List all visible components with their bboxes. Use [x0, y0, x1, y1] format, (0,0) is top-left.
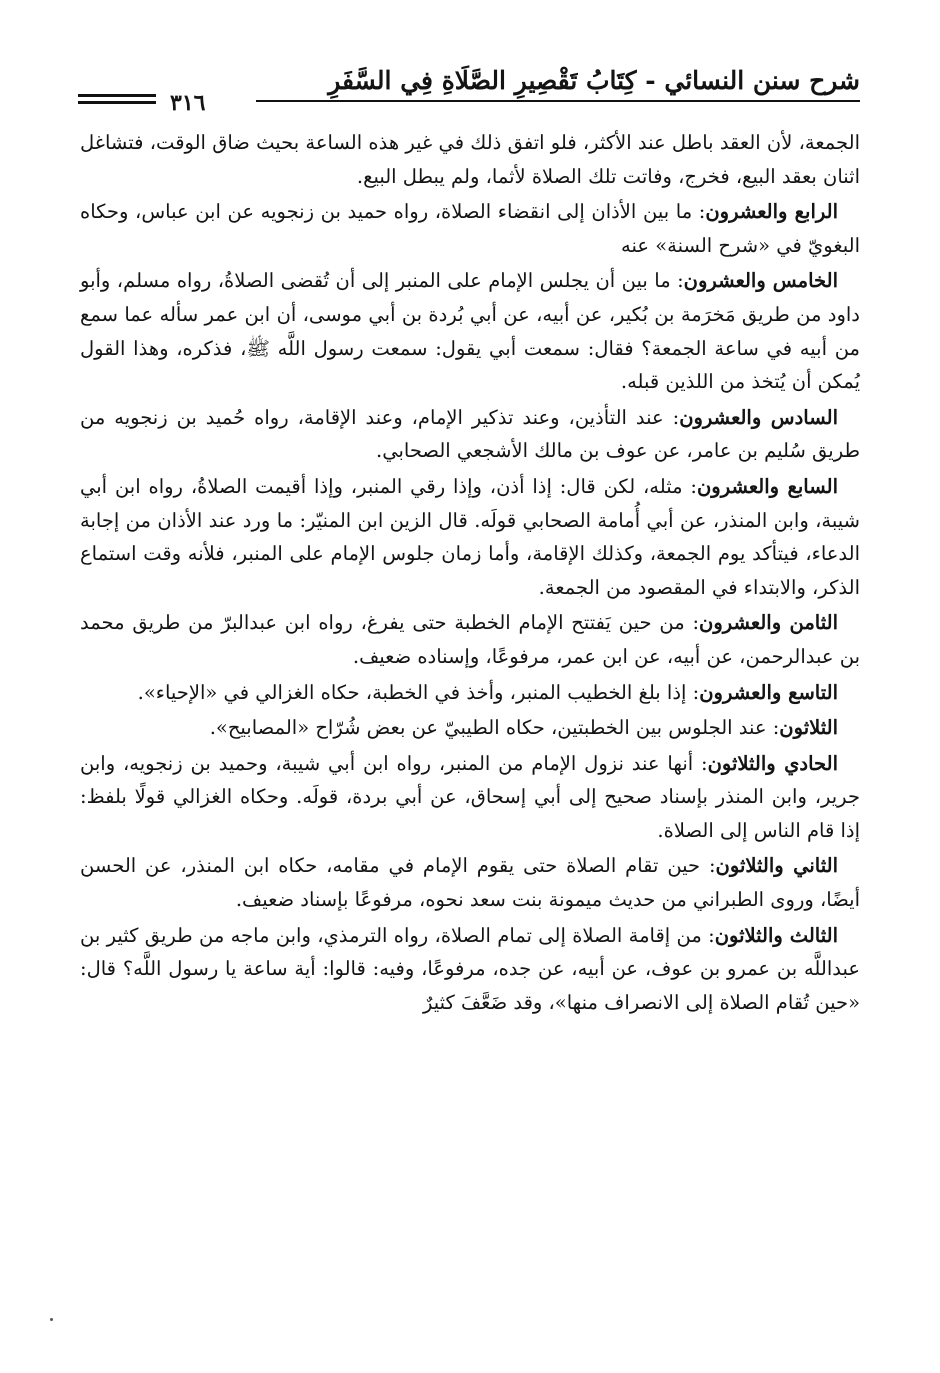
- paragraph-label: الثلاثون: [779, 716, 838, 740]
- page-number: ٣١٦: [170, 90, 206, 116]
- paragraph: [80, 264, 860, 398]
- paragraph-text: : من حين يَفتتح الإمام الخطبة حتى يفرغ، رواه ابن عبدالبرّ من طريق محمد بن عبدالرحمن، عن أبيه، عن ابن عمر، مرفوعًا، وإسناده ضعيف.: [80, 611, 860, 668]
- paragraph-label: الثامن والعشرون: [699, 611, 838, 635]
- paragraph-text: : عند التأذين، وعند تذكير الإمام، وعند الإقامة، رواه حُميد بن زنجويه من طريق سُليم بن عامر، عن عوف بن مالك الأشجعي الصحابي.: [80, 405, 860, 463]
- paragraph-label: الثاني والثلاثون: [715, 854, 838, 878]
- running-title: شرح سنن النسائي - كِتَابُ تَقْصِيرِ الصَّلَاةِ فِي السَّفَرِ: [328, 66, 860, 95]
- paragraph-text: الجمعة، لأن العقد باطل عند الأكثر، فلو اتفق ذلك في غير هذه الساعة بحيث ضاق الوقت، فتشاغل اثنان بعقد البيع، فخرج، وفاتت تلك الصلاة لأثما، ولم يبطل البيع.: [80, 131, 860, 188]
- paragraph-text: : من إقامة الصلاة إلى تمام الصلاة، رواه الترمذي، وابن ماجه من طريق كثير بن عبداللَّه بن عمرو بن عوف، عن أبيه، عن جده، مرفوعًا، وفيه: قالوا: أية ساعة يا رسول اللَّه؟ قال: «حين تُقام الصلاة إلى الانصراف منها»، وقد ضَعَّفَ كثيرٌ: [80, 923, 860, 1014]
- paragraph-text: : إذا بلغ الخطيب المنبر، وأخذ في الخطبة، حكاه الغزالي في «الإحياء».: [137, 680, 700, 704]
- paragraph-label: السادس والعشرون: [679, 405, 838, 429]
- paragraph: [80, 676, 860, 710]
- paragraph-text: : حين تقام الصلاة حتى يقوم الإمام في مقامه، حكاه ابن المنذر، عن الحسن أيضًا، وروى الطبراني من حديث ميمونة بنت سعد نحوه، مرفوعًا بإسناد ضعيف.: [80, 854, 860, 912]
- paragraph: [80, 126, 860, 193]
- paragraph-text: : ما بين الأذان إلى انقضاء الصلاة، رواه حميد بن زنجويه عن ابن عباس، وحكاه البغويّ في «شرح السنة» عنه: [80, 200, 860, 257]
- margin-dot: [50, 1318, 53, 1321]
- paragraph: [80, 747, 860, 848]
- paragraph-label: السابع والعشرون: [696, 474, 838, 498]
- paragraph: [80, 401, 860, 468]
- paragraph-text: : عند الجلوس بين الخطبتين، حكاه الطيبيّ عن بعض شُرّاح «المصابيح».: [209, 716, 780, 740]
- paragraph-label: الرابع والعشرون: [705, 200, 838, 224]
- paragraph-label: الثالث والثلاثون: [714, 923, 838, 947]
- paragraph: [80, 919, 860, 1020]
- paragraph-text: : مثله، لكن قال: إذا أذن، وإذا رقي المنبر، وإذا أقيمت الصلاةُ، رواه ابن أبي شيبة، وابن المنذر، عن أبي أُمامة الصحابي قولَه. قال الزين ابن المنيّر: ما ورد عند الأذان من إجابة الدعاء، فيتأكد يوم الجمعة، وكذلك الإقامة، وأما زمان جلوس الإمام على المنبر، فلأنه وقت استماع الذكر، والابتداء في المقصود من الجمعة.: [80, 474, 860, 599]
- paragraph-label: الحادي والثلاثون: [707, 751, 838, 775]
- page-header: [78, 64, 860, 116]
- paragraph: [80, 849, 860, 916]
- body-text: [80, 126, 860, 1021]
- paragraph: [80, 606, 860, 673]
- paragraph: [80, 470, 860, 604]
- paragraph-label: الخامس والعشرون: [683, 269, 838, 293]
- paragraph-text: : ما بين أن يجلس الإمام على المنبر إلى أن تُقضى الصلاةُ، رواه مسلم، وأبو داود من طريق مَخرَمة بن بُكير، عن أبيه، عن أبي بُردة بن أبي موسى، أن ابن عمر سأله عما سمع من أبيه في ساعة الجمعة؟ فقال: سمعت أبي يقول: سمعت رسول اللَّه ﷺ، فذكره، وهذا القول يُمكن أن يُتخذ من اللذين قبله.: [80, 269, 860, 394]
- paragraph: [80, 195, 860, 262]
- header-double-rule: [78, 94, 156, 104]
- paragraph: [80, 711, 860, 745]
- paragraph-label: التاسع والعشرون: [699, 680, 838, 704]
- header-rule: [256, 100, 860, 102]
- paragraph-text: : أنها عند نزول الإمام من المنبر، رواه ابن أبي شيبة، وحميد بن زنجويه، وابن جرير، وابن المنذر بإسناد صحيح إلى أبي إسحاق، عن أبي بردة، قولَه. وحكاه الغزالي قولًا بلفظ: إذا قام الناس إلى الصلاة.: [80, 751, 860, 842]
